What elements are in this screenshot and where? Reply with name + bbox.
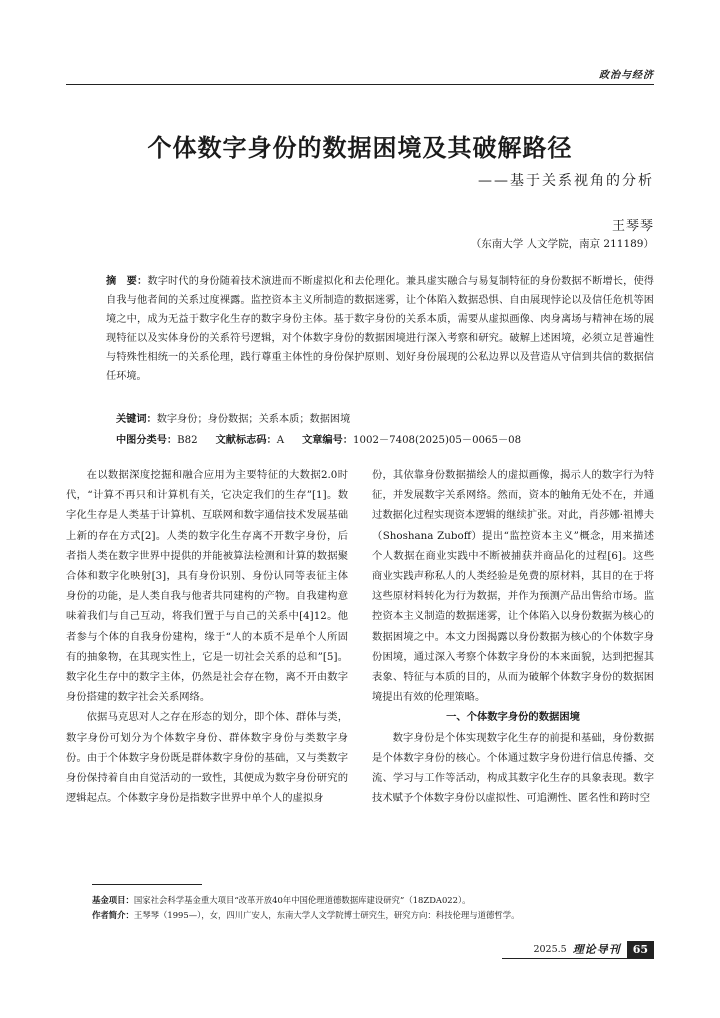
author-affiliation: （东南大学 人文学院，南京 211189） <box>470 238 654 250</box>
article-id-label: 文章编号： <box>302 435 353 446</box>
clc-label: 中图分类号： <box>116 435 178 446</box>
fund-label: 基金项目： <box>92 895 134 905</box>
abstract-label: 摘 要： <box>106 276 148 287</box>
abstract-text: 数字时代的身份随着技术演进而不断虚拟化和去伦理化。兼具虚实融合与易复制特征的身份数据不断增长，使得自我与他者间的关系过度裸露。监控资本主义所制造的数据迷雾，让个体陷入数据恐惧、自由展现悖论以及信任危机等困境之中，成为无益于数字化生存的数字身份主体。基于数字身份的关系本质，需要从虚拟画像、肉身离场与精神在场的展现特征以及实体身份的关系符号逻辑，对个体数字身份的数据困境进行深入考察和研究。破解上述困境，必须立足普遍性与特殊性相统一的关系伦理，践行尊重主体性的身份保护原则、划好身份展现的公私边界以及营造从守信到共信的数据信任环境。 <box>106 276 654 382</box>
keywords <box>116 410 654 425</box>
author-note <box>92 908 654 923</box>
footnote-rule <box>92 884 202 885</box>
header-rule <box>66 84 654 85</box>
issue-number: 2025.5 <box>533 943 567 955</box>
keywords-label: 关键词： <box>116 414 157 425</box>
page-number: 65 <box>627 941 654 958</box>
author-info-label: 作者简介： <box>92 910 134 920</box>
article-id-value: 1002－7408(2025)05－0065－08 <box>353 435 522 446</box>
body-column-right <box>372 465 654 808</box>
classification-line <box>116 431 654 446</box>
body-paragraph: 依据马克思对人之存在形态的划分，即个体、群体与类，数字身份可划分为个体数字身份、群体数字身份与类数字身份。由于个体数字身份既是群体数字身份的基础，又与类数字身份保持着自由自觉活动的一致性，其便成为数字身份研究的逻辑起点。个体数字身份是指数字世界中单个人的虚拟身 <box>66 711 348 805</box>
footer-rule <box>502 958 654 959</box>
page-footer <box>533 940 654 958</box>
abstract <box>106 272 654 386</box>
author-name: 王琴琴 <box>611 219 654 234</box>
article-subtitle: ——基于关系视角的分析 <box>478 173 654 189</box>
journal-name: 理论导刊 <box>572 943 621 956</box>
body-paragraph: 在以数据深度挖掘和融合应用为主要特征的大数据2.0时代，“计算不再只和计算机有关，它决定我们的生存”[1]。数字化生存是人类基于计算机、互联网和数字通信技术发展基础上新的存在方式[2]。人类的数字化生存离不开数字身份，后者指人类在数字世界中提供的并能被算法检测和计算的数据聚合体和数字化映射[3]，具有身份识别、身份认同等表征主体身份的功能，是人类自我与他者共同建构的产物。自我建构意味着我们与自己互动，将我们置于与自己的关系中[4]12。他者参与个体的自我身份建构，缘于“人的本质不是单个人所固有的抽象物，在其现实性上，它是一切社会关系的总和”[5]。数字化生存中的数字主体，仍然是社会存在物，离不开由数字身份搭建的数字社会关系网络。 <box>66 469 348 704</box>
section-heading: 一、个体数字身份的数据困境 <box>446 711 580 724</box>
body-column-left <box>66 465 348 808</box>
footnotes <box>92 893 654 923</box>
body-paragraph: 份，其依靠身份数据描绘人的虚拟画像，揭示人的数字行为特征，并发展数字关系网络。然而，资本的触角无处不在，并通过数据化过程实现资本逻辑的继续扩张。对此，肖莎娜·祖博夫（Shoshana Zuboff）提出“监控资本主义”概念，用来描述个人数据在商业实践中不断被捕获并商品化的过程[6]。这些商业实践声称私人的人类经验是免费的原材料，其目的在于将这些原材料转化为行为数据，并作为预测产品出售给市场。监控资本主义制造的数据迷雾，让个体陷入以身份数据为核心的数据困境之中。本文力图揭露以身份数据为核心的个体数字身份困境，通过深入考察个体数字身份的本来面貌，达到把握其表象、特征与本质的目的，从而为破解个体数字身份的数据困境提出有效的伦理策略。 <box>372 469 654 704</box>
article-title: 个体数字身份的数据困境及其破解路径 <box>147 134 573 162</box>
fund-note <box>92 893 654 908</box>
doc-code-label: 文献标志码： <box>215 435 277 446</box>
keywords-text: 数字身份；身份数据；关系本质；数据困境 <box>156 414 351 425</box>
running-head: 政治与经济 <box>599 70 654 81</box>
fund-text: 国家社会科学基金重大项目“改革开放40年中国伦理道德数据库建设研究”（18ZDA022）。 <box>133 895 471 905</box>
doc-code-value: A <box>276 435 285 446</box>
body-paragraph: 数字身份是个体实现数字化生存的前提和基础，身份数据是个体数字身份的核心。个体通过数字身份进行信息传播、交流、学习与工作等活动，构成其数字化生存的具象表现。数字技术赋予个体数字身份以虚拟性、可追溯性、匿名性和跨时空 <box>372 731 654 805</box>
clc-value: B82 <box>177 435 198 446</box>
author-info-text: 王琴琴（1995—），女，四川广安人，东南大学人文学院博士研究生，研究方向：科技伦理与道德哲学。 <box>133 910 520 920</box>
